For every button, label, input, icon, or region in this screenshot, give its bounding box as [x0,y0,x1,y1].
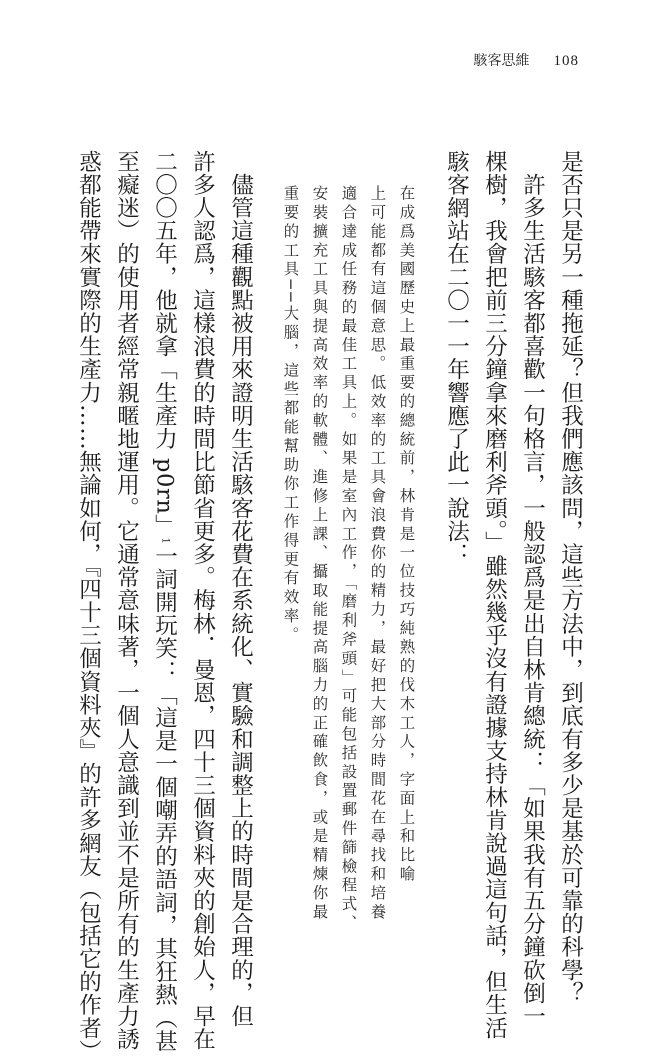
main-text-column-6: 許多人認爲，這樣浪費的時間比節省更多。梅林．曼恩，四十三個資料夾的創始人，早在 [189,150,216,1051]
main-text-column-9: 惑都能帶來實際的生產力……無論如何，『四十三個資料夾』的許多網友（包括它的作者） [75,150,102,1063]
main-text-column-3: 棵樹，我會把前三分鐘拿來磨利斧頭。」雖然幾乎沒有證據支持林肯說過這句話，但生活 [481,150,508,1040]
main-text-column-4: 駭客網站在二〇一一年響應了此一說法： [443,150,470,566]
book-title: 駭客思維 [473,53,530,69]
block-quote-column-4: 安裝擴充工具與提高效率的軟體、進修上課、攝取能提高腦力的正確飲食，或是精煉你最 [310,185,329,923]
block-quote-column-2: 上可能都有這個意思。低效率的工具會浪費你的精力，最好把大部分時間花在尋找和培養 [368,185,387,923]
block-quote-column-1: 在成爲美國歷史上最重要的總統前，林肯是一位技巧純熟的伐木工人，字面上和比喻 [397,185,416,885]
block-quote-column-5: 重要的工具──大腦，這些都能幫助你工作得更有效率。 [281,185,300,646]
main-text-column-5: 儘管這種觀點被用來證明生活駭客花費在系統化、實驗和調整上的時間是合理的，但 [227,150,254,1028]
main-text-column-1: 是否只是另一種拖延？但我們應該問，這些方法中，到底有多少是基於可靠的科學？ [557,150,584,1005]
main-text-column-2: 許多生活駭客都喜歡一句格言，一般認爲是出自林肯總統：「如果我有五分鐘砍倒一 [519,150,546,1028]
main-text-column-8: 至癡迷）的使用者經常親暱地運用。它通常意味著，一個人意識到並不是所有的生產力誘 [113,150,140,1051]
page-number: 108 [553,53,579,69]
block-quote-column-3: 適合達成任務的最佳工具上。如果是室內工作，「磨利斧頭」可能包括設置郵件篩檢程式、 [339,185,358,934]
running-header [474,50,580,70]
main-text-column-7 [153,150,176,1053]
column-7-text-tail: 一詞開玩笑：「這是一個嘲弄的語詞，其狂熱（甚 [151,544,178,1053]
footnote-marker: 1 [159,537,171,545]
column-7-text: 二〇〇五年，他就拿「生產力 p0rn」 [151,150,178,538]
